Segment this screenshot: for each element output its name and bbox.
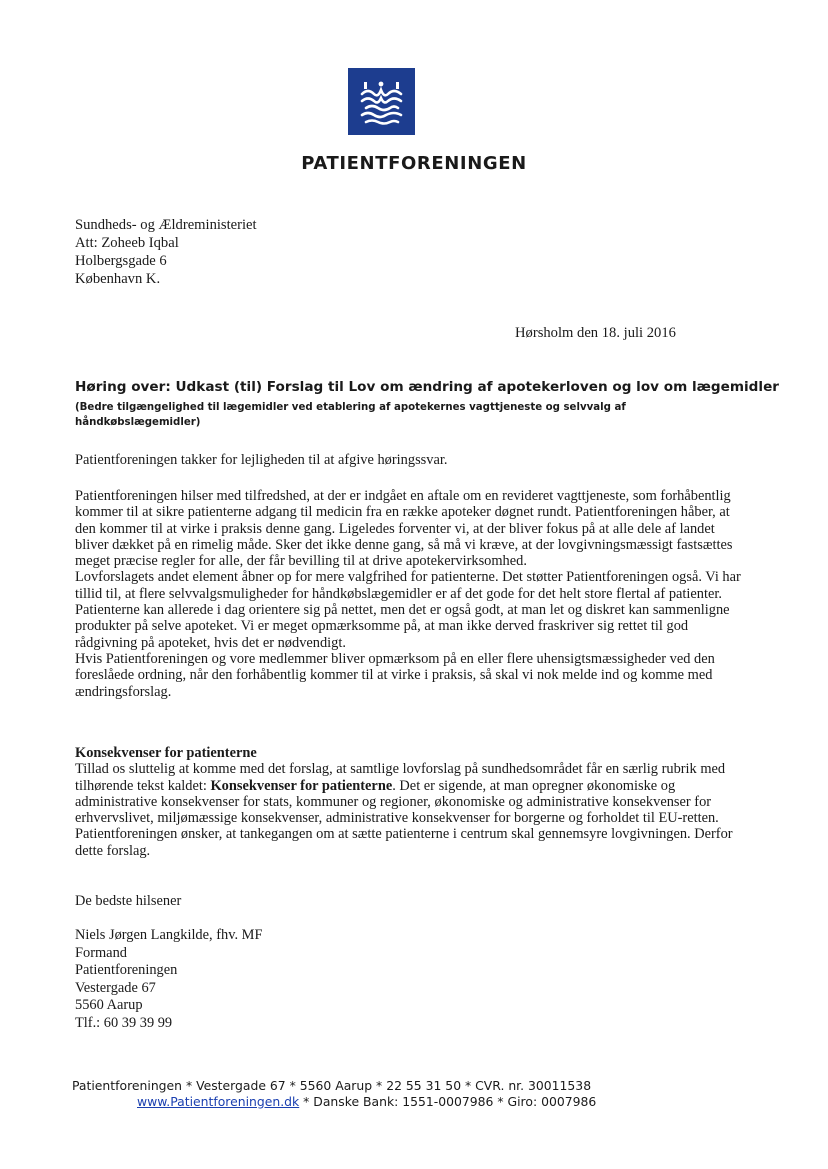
consequences-text-1: Tillad os sluttelig at komme med det forslag, at samtlige lovforslag på sundhedsområdet får en særlig rubrik med tilhørende tekst kaldet: <box>75 761 726 794</box>
paragraph-main <box>75 488 751 700</box>
paragraph-thanks <box>75 452 751 468</box>
closing <box>75 893 751 909</box>
waves-logo-icon <box>348 68 415 135</box>
paragraph-aendringer: Hvis Patientforeningen og vore medlemmer bliver opmærksom på en eller flere uhensigtsmæssigheder ved den foreslåede ordning, når den forhåbentlig kommer til at virke i praksis, så skal vi nok melde ind og komme med ændringsforslag. <box>75 650 715 700</box>
recipient-address <box>75 216 257 288</box>
signature-phone: Tlf.: 60 39 39 99 <box>75 1014 173 1031</box>
consequences-bold: Konsekvenser for patienterne <box>210 777 393 794</box>
paragraph-valgfrihed: Lovforslagets andet element åbner op for mere valgfrihed for patienterne. Det støtter Patientforeningen også. Vi har tillid til, at flere selvvalgsmuligheder for håndkøbslægemidler er af det gode for det helt store flertal af patienter. Patienterne kan allerede i dag orientere sig på nettet, men det er også godt, at man let og diskret kan sammenligne produkter på selve apoteket. Vi er meget opmærksomme på, at man ikke derved fraskriver sig rettet til god rådgivning på apoteket, hvis det er nødvendigt. <box>75 569 741 651</box>
section-consequences <box>75 745 751 859</box>
signature-org: Patientforeningen <box>75 962 178 978</box>
closing-text: De bedste hilsener <box>75 893 182 909</box>
footer-bank-text: * Danske Bank: 1551-0007986 * Giro: 0007986 <box>299 1094 597 1109</box>
footer-address: Patientforeningen * Vestergade 67 * 5560 Aarup * 22 55 31 50 * CVR. nr. 30011538 <box>72 1078 592 1093</box>
website-link[interactable]: www.Patientforeningen.dk <box>137 1094 300 1109</box>
consequences-text-2: . Det er sigende, at man opregner økonomiske og administrative konsekvenser for stats, kommuner og regioner, økonomiske og administrative konsekvenser for erhvervslivet, miljømæssige konsekvenser, administrative konsekvenser for borgerne og forholdet til EU-retten. Patientforeningen ønsker, at tankegangen om at sætte patienterne i centrum skal gennemsyre lovgivningen. Derfor dette forslag. <box>75 777 733 859</box>
recipient-city: København K. <box>75 271 161 287</box>
paragraph-thanks-text: Patientforeningen takker for lejligheden til at afgive høringssvar. <box>75 452 448 468</box>
organization-logo <box>348 68 415 135</box>
recipient-ministry: Sundheds- og Ældreministeriet <box>75 217 257 233</box>
signature-city: 5560 Aarup <box>75 997 143 1013</box>
signature-name: Niels Jørgen Langkilde, fhv. MF <box>75 927 263 943</box>
signature-street: Vestergade 67 <box>75 979 156 996</box>
paragraph-vagttjeneste: Patientforeningen hilser med tilfredshed, at der er indgået en aftale om en revideret vagttjeneste, som forhåbentlig kommer til at sikre patienterne adgang til medicin fra en række apoteker døgnet rundt. Patientforeningen håber, at den kommer til at virke i praksis denne gang. Ligeledes forventer vi, at der bliver fokus på at alle dele af landet bliver dækket på en rimelig måde. Sker det ikke denne gang, så må vi kræve, at der lovgivningsmæssigt fastsættes meget præcise regler for alle, der får bevilling til at drive apotekervirksomhed. <box>75 488 733 570</box>
subject-title: Høring over: Udkast (til) Forslag til Lov om ændring af apotekerloven og lov om lægemidler <box>75 379 779 395</box>
consequences-paragraph <box>75 761 751 859</box>
footer-bank <box>137 1093 596 1110</box>
signature-block <box>75 927 751 1032</box>
recipient-street: Holbergsgade 6 <box>75 253 167 269</box>
subject-subtitle: (Bedre tilgængelighed til lægemidler ved etablering af apotekernes vagttjeneste og selvvalg af håndkøbslægemidler) <box>75 402 626 428</box>
date-line: Hørsholm den 18. juli 2016 <box>515 325 676 341</box>
signature-title: Formand <box>75 944 127 961</box>
organization-name: PATIENTFORENINGEN <box>301 153 527 174</box>
section-heading: Konsekvenser for patienterne <box>75 745 257 761</box>
recipient-attention: Att: Zoheeb Iqbal <box>75 235 179 251</box>
